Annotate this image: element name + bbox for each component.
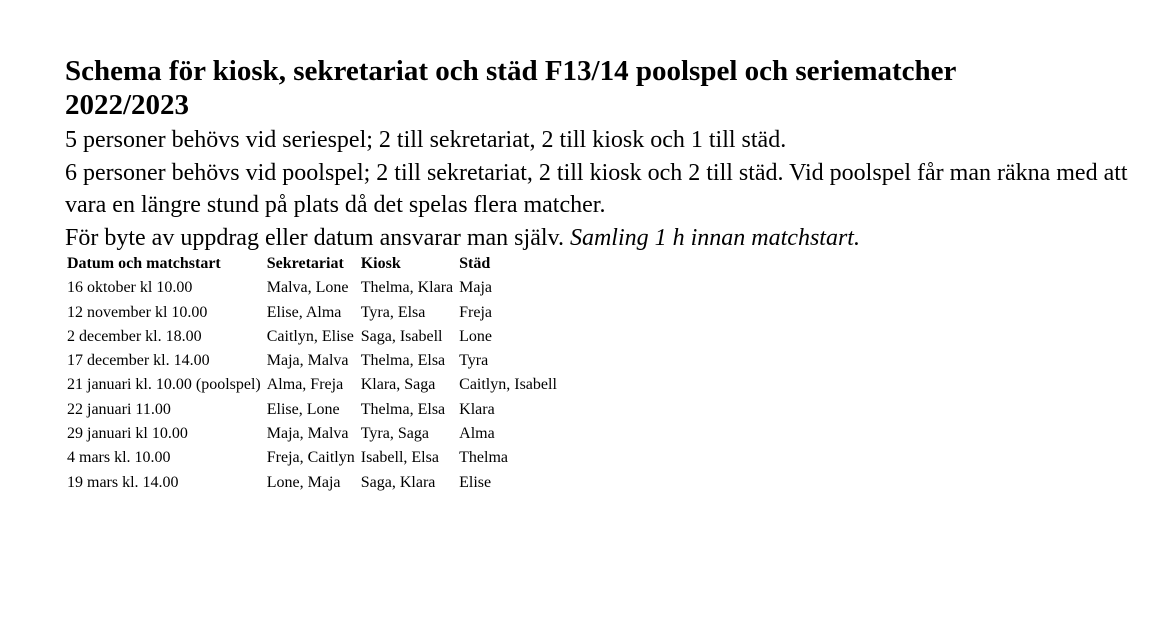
cell-kiosk: Tyra, Elsa xyxy=(360,303,426,321)
cell-date: 2 december kl. 18.00 xyxy=(67,327,202,345)
cell-secretariat: Alma, Freja xyxy=(266,376,344,394)
cell-date: 19 mars kl. 14.00 xyxy=(67,473,179,491)
cell-cleaning: Klara xyxy=(459,400,495,418)
cell-cleaning: Elise xyxy=(459,473,492,491)
cell-date: 22 januari 11.00 xyxy=(67,400,171,418)
cell-secretariat: Elise, Alma xyxy=(266,303,342,321)
cell-date: 4 mars kl. 10.00 xyxy=(67,449,171,467)
table-row xyxy=(65,398,557,422)
cell-secretariat: Lone, Maja xyxy=(266,473,341,491)
gathering-note: Samling 1 h innan matchstart. xyxy=(569,224,860,251)
cell-kiosk: Thelma, Klara xyxy=(360,279,454,297)
intro-line-series: 5 personer behövs vid seriespel; 2 till sekretariat, 2 till kiosk och 1 till städ. xyxy=(65,127,787,153)
cell-secretariat: Elise, Lone xyxy=(266,400,340,418)
cell-date: 29 januari kl 10.00 xyxy=(67,425,188,443)
cell-secretariat: Caitlyn, Elise xyxy=(266,327,354,345)
table-row xyxy=(65,422,557,446)
cell-secretariat: Malva, Lone xyxy=(266,279,349,297)
cell-cleaning: Tyra xyxy=(459,352,489,370)
cell-kiosk: Klara, Saga xyxy=(360,376,436,394)
table-row xyxy=(65,373,557,397)
cell-date: 16 oktober kl 10.00 xyxy=(67,279,193,297)
cell-secretariat: Maja, Malva xyxy=(266,352,349,370)
table-row xyxy=(65,349,557,373)
cell-cleaning: Thelma xyxy=(459,449,509,467)
column-header-date: Datum och matchstart xyxy=(67,255,221,272)
cell-cleaning: Alma xyxy=(459,425,495,443)
cell-kiosk: Saga, Isabell xyxy=(360,327,443,345)
cell-cleaning: Maja xyxy=(459,279,493,297)
table-row xyxy=(65,276,557,300)
cell-cleaning: Lone xyxy=(459,327,493,345)
cell-cleaning: Caitlyn, Isabell xyxy=(459,376,557,394)
cell-date: 17 december kl. 14.00 xyxy=(67,352,210,370)
cell-secretariat: Maja, Malva xyxy=(266,425,349,443)
table-row xyxy=(65,471,557,495)
cell-cleaning: Freja xyxy=(459,303,493,321)
cell-kiosk: Tyra, Saga xyxy=(360,425,429,443)
cell-kiosk: Thelma, Elsa xyxy=(360,400,446,418)
table-header-row xyxy=(65,252,557,276)
table-row xyxy=(65,446,557,470)
cell-kiosk: Thelma, Elsa xyxy=(360,352,446,370)
cell-date: 12 november kl 10.00 xyxy=(67,303,208,321)
table-row xyxy=(65,325,557,349)
intro-line-responsibility xyxy=(65,222,1145,255)
schedule-table xyxy=(65,252,557,495)
cell-kiosk: Isabell, Elsa xyxy=(360,449,439,467)
page-title: Schema för kiosk, sekretariat och städ F13/14 poolspel och seriematcher 2022/2023 xyxy=(65,55,956,121)
column-header-secretariat: Sekretariat xyxy=(266,255,344,272)
intro-text xyxy=(65,124,1145,254)
cell-date: 21 januari kl. 10.00 (poolspel) xyxy=(67,376,261,394)
table-row xyxy=(65,301,557,325)
column-header-cleaning: Städ xyxy=(459,255,491,272)
intro-line-pool: 6 personer behövs vid poolspel; 2 till sekretariat, 2 till kiosk och 2 till städ. Vid poolspel får man räkna med att vara en längre stund på plats då det spelas flera matcher. xyxy=(65,159,1128,218)
cell-secretariat: Freja, Caitlyn xyxy=(266,449,355,467)
column-header-kiosk: Kiosk xyxy=(360,255,401,272)
cell-kiosk: Saga, Klara xyxy=(360,473,436,491)
responsibility-text: För byte av uppdrag eller datum ansvarar man själv. xyxy=(65,224,570,251)
